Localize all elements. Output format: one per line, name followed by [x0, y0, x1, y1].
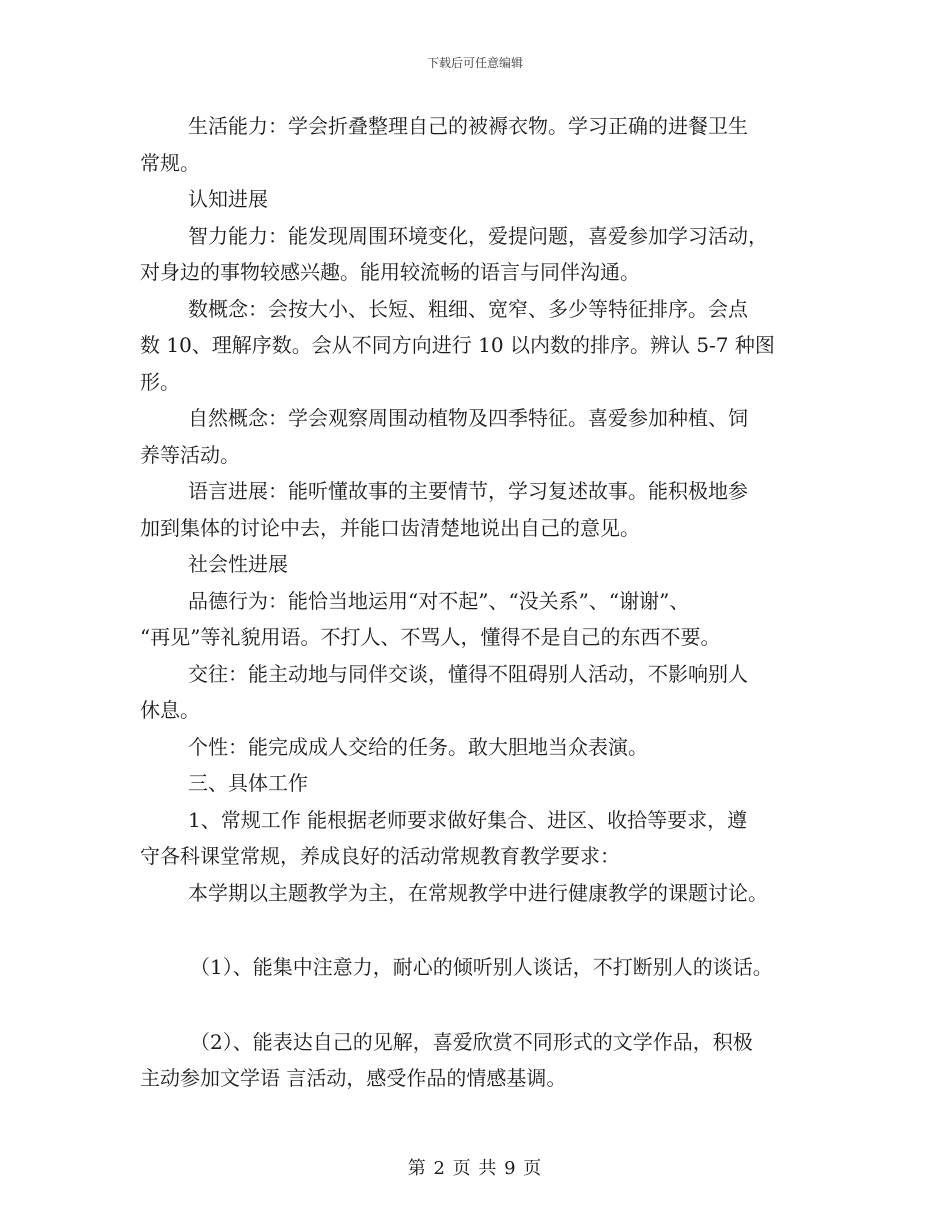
- text-line: 主动参加文学语 言活动，感受作品的情感基调。: [140, 1066, 567, 1090]
- text-line: 个性：能完成成人交给的任务。敢大胆地当众表演。: [188, 734, 648, 759]
- paragraph-life-skills: [140, 108, 820, 181]
- paragraph-theme-teaching: [140, 875, 820, 912]
- page-header: 下载后可任意编辑: [426, 56, 523, 70]
- heading-specific-work: [140, 765, 820, 802]
- text-line: 1、常规工作 能根据老师要求做好集合、进区、收拾等要求，遵: [188, 807, 748, 832]
- text-line: 认知进展: [188, 187, 268, 211]
- text-line: “再见”等礼貌用语。不打人、不骂人，懂得不是自己的东西不要。: [140, 625, 721, 649]
- text-line: （1）、能集中注意力，耐心的倾听别人谈话，不打断别人的谈话。: [190, 955, 773, 979]
- paragraph-nature-concept: [140, 400, 820, 473]
- paragraph-language: [140, 473, 820, 546]
- text-line: 语言进展：能听懂故事的主要情节，学习复述故事。能积极地参: [188, 479, 748, 503]
- spacer: [140, 986, 820, 1024]
- document-body: [140, 108, 820, 1097]
- paragraph-personality: [140, 729, 820, 766]
- paragraph-item-1: [140, 949, 820, 986]
- text-line: （2）、能表达自己的见解，喜爱欣赏不同形式的文学作品，积极: [190, 1029, 753, 1054]
- text-line: 形。: [140, 369, 180, 394]
- paragraph-item-2: [140, 1024, 820, 1097]
- page-footer: 第 2 页 共 9 页: [407, 1158, 543, 1179]
- text-line: 交往：能主动地与同伴交谈，懂得不阻碍别人活动，不影响别人: [188, 661, 748, 686]
- text-line: 加到集体的讨论中去，并能口齿清楚地说出自己的意见。: [140, 515, 640, 540]
- text-line: 本学期以主题教学为主，在常规教学中进行健康教学的课题讨论。: [188, 880, 768, 905]
- heading-social: [140, 546, 820, 583]
- spacer: [140, 911, 820, 949]
- heading-cognitive: [140, 181, 820, 218]
- paragraph-interaction: [140, 656, 820, 729]
- text-line: 养等活动。: [140, 442, 240, 467]
- text-line: 数 10、理解序数。会从不同方向进行 10 以内数的排序。辨认 5-7 种图: [140, 333, 775, 357]
- text-line: 数概念：会按大小、长短、粗细、宽窄、多少等特征排序。会点: [188, 296, 748, 321]
- paragraph-moral-behavior: [140, 583, 820, 656]
- text-line: 休息。: [140, 698, 200, 722]
- text-line: 三、具体工作: [188, 771, 308, 795]
- paragraph-routine-work: [140, 802, 820, 875]
- text-line: 对身边的事物较感兴趣。能用较流畅的语言与同伴沟通。: [140, 260, 640, 284]
- text-line: 社会性进展: [188, 552, 288, 576]
- text-line: 智力能力：能发现周围环境变化，爱提问题，喜爱参加学习活动，: [188, 223, 768, 248]
- paragraph-intelligence: [140, 218, 820, 291]
- text-line: 常规。: [140, 150, 200, 175]
- text-line: 自然概念：学会观察周围动植物及四季特征。喜爱参加种植、饲: [188, 406, 748, 430]
- text-line: 守各科课堂常规，养成良好的活动常规教育教学要求：: [140, 844, 620, 868]
- text-line: 品德行为：能恰当地运用“对不起”、“没关系”、“谢谢”、: [188, 588, 690, 613]
- text-line: 生活能力：学会折叠整理自己的被褥衣物。学习正确的进餐卫生: [188, 114, 748, 138]
- paragraph-number-concept: [140, 291, 820, 401]
